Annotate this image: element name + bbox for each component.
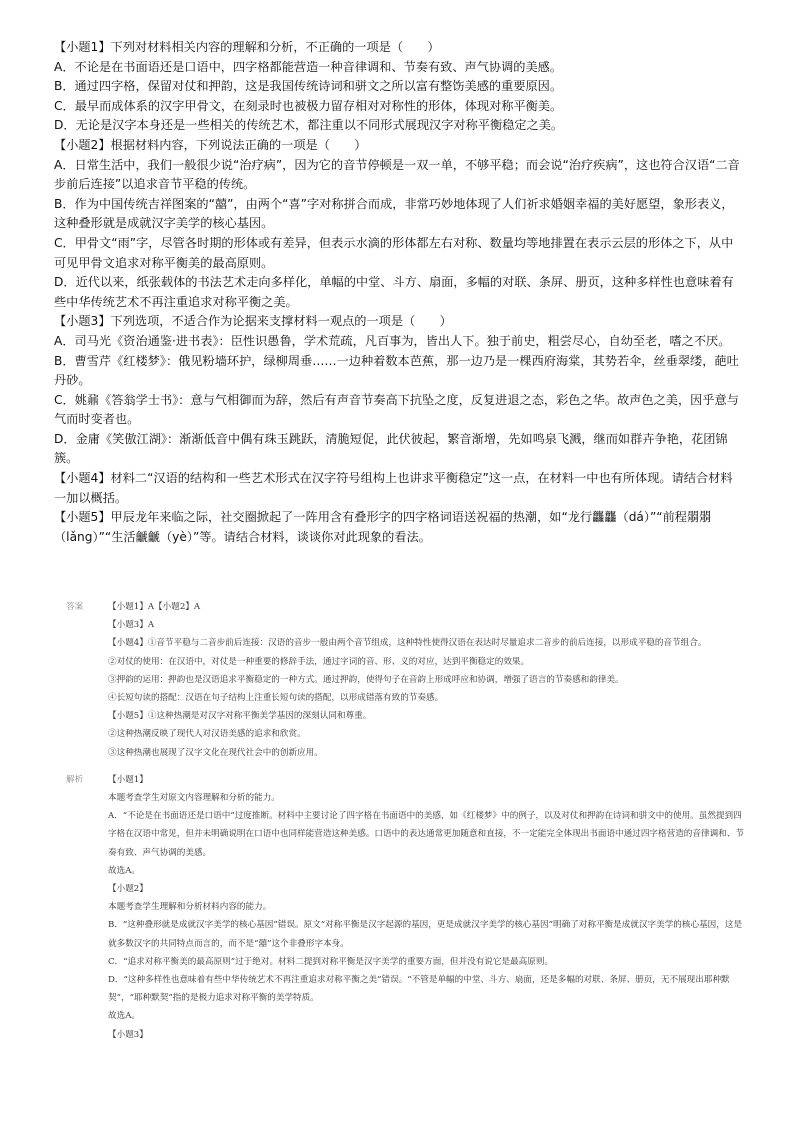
question-2-option-d: D．近代以来，纸张载体的书法艺术走向多样化，单幅的中堂、斗方、扇面，多幅的对联、条屏、册页，这种多样性也意味着有些中华传统艺术不再注重追求对称平衡之美。 xyxy=(54,275,734,309)
question-1-option-a: A．不论是在书面语还是口语中，四字格都能营造一种音律调和、节奏有致、声气协调的美感。 xyxy=(54,59,563,74)
question-1-option-b: B．通过四字格，保留对仗和押韵，这是我国传统诗词和骈文之所以富有整饬美感的重要原因。 xyxy=(54,79,563,94)
answer-line: ③这种热潮也展现了汉字文化在现代社会中的创新应用。 xyxy=(108,747,323,758)
question-2-option-c: C．甲骨文“雨”字，尽管各时期的形体或有差异，但表示水滴的形体都左右对称、数量均等地排置在表示云层的形体之下，从中可见甲骨文追求对称平衡美的最高原则。 xyxy=(54,235,734,270)
answer-line: 【小题3】A xyxy=(108,620,155,631)
analysis-line: 【小题3】 xyxy=(108,1029,148,1040)
analysis-row xyxy=(66,771,746,1044)
answer-line: 【小题5】①这种热潮是对汉字对称平衡美学基因的深刻认同和尊重。 xyxy=(108,711,372,722)
analysis-line: 本题考查学生对原文内容理解和分析的能力。 xyxy=(108,793,280,804)
question-1-option-d: D．无论是汉字本身还是一些相关的传统艺术，都注重以不同形式展现汉字对称平衡稳定之美。 xyxy=(54,118,564,133)
question-section xyxy=(54,38,744,547)
question-2-option-b: B．作为中国传统吉祥图案的“囍”，由两个“喜”字对称拼合而成，非常巧妙地体现了人们祈求婚姻幸福的美好愿望，象形表义，这种叠形就是成就汉字美学的核心基因。 xyxy=(54,196,734,231)
answer-line: ④长短句读的搭配：汉语在句子结构上注重长短句读的搭配，以形成错落有致的节奏感。 xyxy=(108,693,444,704)
answer-analysis-section xyxy=(66,598,746,1044)
analysis-line: B．“这种叠形就是成就汉字美学的核心基因”错误。原文“对称平衡是汉字起源的基因，更是成就汉字美学的核心基因”明确了对称平衡是成就汉字美学的核心基因，这是就多数汉字的共同特点而言的，而不是“囍”这个非叠形字本身。 xyxy=(108,920,743,949)
analysis-line: 故选A。 xyxy=(108,865,140,876)
analysis-line: D．“这种多样性也意味着有些中华传统艺术不再注重追求对称平衡之美”错误。“不管是单幅的中堂、斗方、扇面，还是多幅的对联、条屏、册页，无不展现出耶种默契”，“耶种默契”指的是极力追求对称平衡的美学特质。 xyxy=(108,975,730,1004)
analysis-line: 本题考查学生理解和分析材料内容的能力。 xyxy=(108,902,272,913)
question-1-stem: 【小题1】下列对材料相关内容的理解和分析，不正确的一项是（ ） xyxy=(54,40,440,54)
analysis-line: 故选A。 xyxy=(108,1011,140,1022)
question-3-option-a: A．司马光《资治通鉴·进书表》：臣性识愚鲁，学术荒疏，凡百事为，皆出人下。独于前史，粗尝尽心，自幼至老，嗜之不厌。 xyxy=(54,333,731,348)
answer-row xyxy=(66,598,746,762)
answer-line: 【小题1】A【小题2】A xyxy=(108,602,201,612)
analysis-line: C．“追求对称平衡美的最高原则”过于绝对。材料二提到对称平衡是汉字美学的重要方面，但并没有说它是最高原则。 xyxy=(108,956,554,967)
question-5-stem: 【小题5】甲辰龙年来临之际，社交圈掀起了一阵用含有叠形字的四字格词语送祝福的热潮，如“龙行龘龘（dá）”“前程朤朤（lǎng）”“生活䶵䶵（yè）”等。请结合材料，谈谈你对此现象的看法。 xyxy=(54,510,712,544)
answer-line: 【小题4】①音节平稳与二音步前后连接：汉语的音步一般由两个音节组成，这种特性使得汉语在表达时尽量追求二音步的前后连接，以形成平稳的音节组合。 xyxy=(108,638,707,649)
answer-line: ②对仗的使用：在汉语中，对仗是一种重要的修辞手法，通过字词的音、形、义的对应，达到平衡稳定的效果。 xyxy=(108,656,530,667)
question-2-stem: 【小题2】根据材料内容，下列说法正确的一项是（ ） xyxy=(54,137,367,152)
analysis-line: 【小题1】 xyxy=(108,774,148,785)
question-3-stem: 【小题3】下列选项，不适合作为论据来支撑材料一观点的一项是（ ） xyxy=(54,314,452,329)
answer-line: ②这种热潮反映了现代人对汉语美感的追求和欣赏。 xyxy=(108,729,306,740)
question-2-option-a: A．日常生活中，我们一般很少说“治疗病”，因为它的音节停顿是一双一单，不够平稳；而会说“治疗疾病”，这也符合汉语“二音步前后连接”以追求音节平稳的传统。 xyxy=(54,157,740,192)
question-4-stem: 【小题4】材料二“汉语的结构和一些艺术形式在汉字符号组构上也讲求平衡稳定”这一点，在材料一中也有所体现。请结合材料一加以概括。 xyxy=(54,471,733,505)
analysis-line: A．“不论是在书面语还是口语中”过度推断。材料中主要讨论了四字格在书面语中的美感，如《红楼梦》中的例子，以及对仗和押韵在诗词和骈文中的使用。虽然提到四字格在汉语中常见，但并未明确说明在口语中也同样能营造这种美感。口语中的表达通常更加随意和直接，不一定能完全体现出书面语中通过四字格营造的音律调和、节奏有致、声气协调的美感。 xyxy=(108,811,744,858)
question-3-option-c: C．姚鼐《答翁学士书》：意与气相御而为辞，然后有声音节奏高下抗坠之度，反复进退之态，彩色之华。故声色之美，因乎意与气而时变者也。 xyxy=(54,392,739,427)
question-3-option-b: B．曹雪芹《红楼梦》：俄见粉墙环护，绿柳周垂……一边种着数本芭蕉，那一边乃是一棵西府海棠，其势若伞，丝垂翠缕，葩吐丹砂。 xyxy=(54,353,739,388)
analysis-line: 【小题2】 xyxy=(108,884,148,895)
answer-tag: 答案 xyxy=(66,602,84,612)
analysis-tag: 解析 xyxy=(66,774,84,785)
question-3-option-d: D．金庸《笑傲江湖》：渐渐低音中偶有珠玉跳跃，清脆短促，此伏彼起，繁音渐增，先如鸣泉飞溅，继而如群卉争艳，花团锦簇。 xyxy=(54,431,728,466)
answer-line: ③押韵的运用：押韵也是汉语追求平衡稳定的一种方式。通过押韵，使得句子在音韵上形成呼应和协调，增强了语言的节奏感和韵律美。 xyxy=(108,674,624,685)
question-1-option-c: C．最早而成体系的汉字甲骨文，在刻录时也被极力留存相对对称性的形体，体现对称平衡美。 xyxy=(54,98,563,113)
